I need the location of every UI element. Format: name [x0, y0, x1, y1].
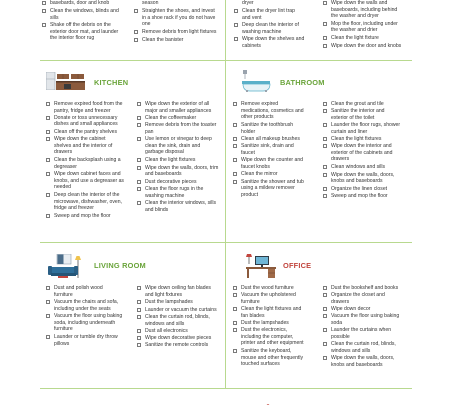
checklist-item: in a shoe rack if you do not have: [142, 14, 216, 21]
checklist-item: Wipe down cabinet faces and: [54, 171, 121, 177]
checkbox[interactable]: [323, 44, 327, 48]
checkbox[interactable]: [233, 158, 237, 162]
checklist-item: Remove expired: [241, 101, 279, 107]
checklist-item: medications, cosmetics and: [241, 107, 304, 114]
checkbox[interactable]: [233, 137, 237, 141]
checklist-item: soda: [331, 319, 343, 326]
checkbox[interactable]: [323, 137, 327, 141]
checklist-item: including under the seats: [54, 305, 111, 312]
checkbox[interactable]: [137, 180, 141, 184]
checklist-item: Vacuum the chairs and sofa,: [54, 299, 119, 305]
checkbox[interactable]: [233, 180, 237, 184]
checklist-item: Wipe down the counter and: [241, 157, 304, 163]
checklist-item: possible: [331, 333, 350, 340]
checklist-item: baseboards, including behind: [331, 6, 398, 13]
checklist-item: knobs, and use a degreaser as: [54, 177, 124, 184]
checklist-item: Vacuum the floor using baking: [54, 313, 123, 319]
checklist-item: Clean the coffeemaker: [145, 114, 197, 121]
checklist-item: Dust the lampshades: [145, 299, 193, 305]
checklist-item: furniture: [241, 298, 260, 305]
checkbox[interactable]: [323, 165, 327, 169]
checkbox[interactable]: [323, 356, 327, 360]
checklist-item: basebards, door and knob: [50, 0, 110, 6]
checklist-item: Launder or vacuum the curtains: [145, 306, 217, 313]
checklist-item: mouse and other frequently: [241, 354, 304, 361]
checklist-item: soda, including underneath: [54, 319, 116, 326]
checklist-item: Wipe down the walls, doors,: [331, 171, 395, 178]
checklist-item: washing machine: [145, 192, 185, 199]
checklist-item: Organize the linen closet: [331, 186, 388, 192]
checkbox[interactable]: [137, 315, 141, 319]
checklist-item: and blinds: [145, 206, 169, 213]
checkbox[interactable]: [137, 187, 141, 191]
checklist-item: Remove debris from the toaster: [145, 122, 217, 128]
checkbox[interactable]: [233, 144, 237, 148]
checklist-item: Deep clean the interior of the: [54, 192, 120, 198]
checklist-item: Clean all makeup brushes: [241, 136, 300, 142]
checkbox[interactable]: [134, 38, 138, 42]
checklist-item: major and smaller appliances: [145, 107, 212, 114]
checklist-item: Vacuum the floor using baking: [331, 313, 400, 319]
checklist-item: clean the sink, drain and: [145, 142, 201, 149]
kitchen-title: KITCHEN: [94, 78, 129, 87]
checklist-item: Dust all electronics: [145, 328, 188, 334]
checkbox[interactable]: [323, 307, 327, 311]
checklist-item: drawers: [54, 149, 73, 155]
checklist-item: faucet knobs: [241, 163, 270, 170]
checklist-item: Sanitize the interior and: [331, 108, 385, 114]
checklist-item: Clean windows and sills: [331, 164, 386, 170]
checklist-item: the washer and dryer: [331, 13, 379, 19]
checklist-item: Clean the light fixtures: [145, 157, 196, 163]
checkbox[interactable]: [233, 328, 237, 332]
checkbox[interactable]: [137, 300, 141, 304]
checklist-item: shelves and the interior of: [54, 142, 113, 149]
checkbox[interactable]: [233, 286, 237, 290]
checklist-item: Dust decorative pieces: [145, 178, 197, 185]
checklist-item: dryer: [242, 0, 254, 6]
checkbox[interactable]: [137, 123, 141, 127]
checkbox[interactable]: [134, 9, 138, 13]
checklist-item: Launder the curtains when: [331, 327, 392, 333]
divider-3: [40, 388, 412, 389]
checkbox[interactable]: [137, 166, 141, 170]
checkbox[interactable]: [46, 137, 50, 141]
checkbox[interactable]: [46, 286, 50, 290]
checkbox[interactable]: [46, 314, 50, 318]
checkbox[interactable]: [323, 1, 327, 5]
checklist-item: other products: [241, 114, 274, 120]
checklist-item: sills: [50, 14, 59, 21]
bathroom-title: BATHROOM: [280, 78, 325, 87]
checklist-item: pantry, fridge and freezer: [54, 107, 111, 114]
checklist-item: Clean the interior windows, sills: [145, 200, 217, 206]
checkbox[interactable]: [323, 314, 327, 318]
checkbox[interactable]: [323, 36, 327, 40]
checklist-item: Dust the electronics,: [241, 327, 288, 333]
checkbox[interactable]: [46, 158, 50, 162]
checkbox[interactable]: [46, 102, 50, 106]
checkbox[interactable]: [233, 321, 237, 325]
checklist-item: the washer and drier: [331, 27, 378, 33]
checkbox[interactable]: [46, 193, 50, 197]
checkbox[interactable]: [233, 349, 237, 353]
checklist-item: Clean the floor rugs in the: [145, 186, 204, 192]
checklist-item: Organize the closet and: [331, 292, 385, 298]
checklist-item: pan: [145, 128, 154, 135]
checklist-item: season: [142, 0, 159, 6]
checkbox[interactable]: [233, 307, 237, 311]
checklist-item: fan blades: [241, 312, 265, 319]
checklist-item: faucet: [241, 149, 255, 156]
checkbox[interactable]: [323, 342, 327, 346]
office-icon: [246, 254, 276, 278]
checkbox[interactable]: [323, 22, 327, 26]
checklist-item: Sanitize the keyboard,: [241, 348, 292, 354]
checkbox[interactable]: [137, 102, 141, 106]
living-room-icon: [48, 254, 84, 278]
checkbox[interactable]: [233, 293, 237, 297]
checklist-item: Wipe down the walls, doors, trim: [145, 164, 219, 171]
checklist-item: windows and sills: [145, 320, 185, 327]
checklist-item: microwave, dishwasher, oven,: [54, 198, 122, 205]
lower-vertical-divider: [225, 242, 226, 388]
checklist-item: Dust the bookshelf and books: [331, 285, 399, 291]
checkbox[interactable]: [323, 173, 327, 177]
checklist-item: curtain and liner: [331, 128, 368, 135]
checkbox[interactable]: [323, 293, 327, 297]
checkbox[interactable]: [134, 30, 138, 34]
checklist-item: Dust the lampshades: [241, 320, 289, 326]
checklist-item: Wipe down the interior and: [331, 143, 392, 149]
checklist-item: exterior of the cabinets and: [331, 149, 393, 156]
checklist-item: Sanitize the remote controls: [145, 342, 209, 348]
checkbox[interactable]: [323, 328, 327, 332]
checklist-item: Wipe down the walls, doors,: [331, 355, 395, 361]
checklist-item: Wipe down the door and knobs: [331, 42, 402, 49]
checkbox[interactable]: [234, 37, 238, 41]
checkbox[interactable]: [46, 300, 50, 304]
checkbox[interactable]: [323, 286, 327, 290]
checkbox[interactable]: [137, 343, 141, 347]
checkbox[interactable]: [46, 335, 50, 339]
checkbox[interactable]: [323, 194, 327, 198]
checklist-item: furniture: [54, 326, 73, 332]
checklist-item: dishes and small appliances: [54, 121, 118, 127]
checkbox[interactable]: [233, 102, 237, 106]
checkbox[interactable]: [46, 172, 50, 176]
checklist-item: Wipe down decor: [331, 306, 371, 312]
checkbox[interactable]: [323, 102, 327, 106]
checklist-item: Wipe down the cabinet: [54, 136, 106, 142]
checkbox[interactable]: [137, 286, 141, 290]
checklist-item: Wipe down the exterior of all: [145, 101, 210, 107]
checklist-item: exterior door mat, and launder: [50, 28, 119, 35]
checklist-item: using a mildew remover: [241, 185, 295, 191]
checkbox[interactable]: [46, 214, 50, 218]
checklist-item: Clean the curtain rod, blinds,: [145, 314, 210, 320]
checklist-item: Launder or tumble dry throw: [54, 334, 118, 340]
checklist-item: and baseboards: [145, 171, 182, 177]
next-section-icon-right: [258, 398, 278, 405]
checklist-item: Sanitize sink, drain and: [241, 143, 294, 149]
checklist-item: knobs and baseboards: [331, 178, 383, 184]
checklist-item: Launder the floor rugs, shower: [331, 122, 401, 128]
checklist-item: Wipe down the shelves and: [242, 36, 305, 42]
checklist-item: Shake off the debris on the: [50, 22, 111, 28]
checklist-item: Dust and polish wood: [54, 285, 103, 291]
checklist-item: garbage disposal: [145, 149, 184, 155]
checkbox[interactable]: [42, 23, 46, 27]
middle-vertical-divider: [225, 60, 226, 242]
checklist-item: Clean the grout and tile: [331, 101, 384, 107]
checkbox[interactable]: [46, 116, 50, 120]
checkbox[interactable]: [46, 130, 50, 134]
next-section-icon-left: [58, 398, 78, 405]
checkbox[interactable]: [137, 329, 141, 333]
bathroom-icon: [242, 70, 272, 92]
checklist-item: Mop the floor, including under: [331, 20, 398, 27]
checklist-item: Dust the wood furniture: [241, 285, 294, 291]
checklist-item: Sweep and mop the floor: [331, 193, 388, 199]
checklist-item: Clean the banister: [142, 37, 184, 43]
checkbox[interactable]: [137, 336, 141, 340]
checklist-item: Wipe down decorative pieces: [145, 335, 212, 341]
checkbox[interactable]: [323, 123, 327, 127]
checkbox[interactable]: [42, 9, 46, 13]
checklist-item: the interior floor rug: [50, 35, 95, 41]
checklist-item: pillows: [54, 340, 70, 347]
checkbox[interactable]: [234, 23, 238, 27]
checklist-item: Remove expired food from the: [54, 101, 123, 107]
checkbox[interactable]: [323, 109, 327, 113]
checklist-item: drawers: [331, 298, 350, 305]
checkbox[interactable]: [323, 187, 327, 191]
checklist-item: knobs and baseboards: [331, 361, 383, 368]
checklist-item: needed: [54, 184, 71, 190]
divider-1: [40, 60, 412, 61]
checklist-item: Deep clean the interior of: [242, 22, 299, 28]
checklist-item: cabinets: [242, 42, 261, 49]
checklist-item: including the computer,: [241, 333, 294, 340]
checklist-item: and vent: [242, 14, 262, 21]
checklist-item: Clean the backsplash using a: [54, 157, 121, 163]
checkbox[interactable]: [137, 201, 141, 205]
checklist-item: Vacuum the upholstered: [241, 292, 296, 298]
top-vertical-divider: [225, 0, 226, 60]
checklist-item: and light fixtures: [145, 291, 183, 298]
checklist-item: drawers: [331, 156, 350, 162]
checkbox[interactable]: [137, 308, 141, 312]
checklist-item: Sweep and mop the floor: [54, 213, 111, 219]
checklist-item: Wipe down ceiling fan blades: [145, 285, 211, 291]
checklist-item: washing machine: [242, 28, 282, 35]
checklist-item: Clean the dryer lint trap: [242, 8, 295, 14]
checkbox[interactable]: [137, 116, 141, 120]
checkbox[interactable]: [137, 137, 141, 141]
checkbox[interactable]: [137, 158, 141, 162]
checklist-item: Clean the light fixtures and: [241, 306, 302, 312]
checklist-item: Use lemon or vinegar to deep: [145, 136, 212, 142]
checkbox[interactable]: [323, 144, 327, 148]
checkbox[interactable]: [233, 123, 237, 127]
checklist-item: one: [142, 21, 151, 27]
checklist-item: Donate or toss unnecessary: [54, 114, 118, 121]
checklist-item: Clean the light fixtures: [331, 136, 382, 142]
kitchen-icon: [46, 72, 86, 90]
checklist-item: Sanitize the shower and tub: [241, 178, 304, 185]
checkbox[interactable]: [233, 172, 237, 176]
checklist-item: touched surfaces: [241, 361, 280, 367]
checklist-item: holder: [241, 128, 256, 135]
checklist-item: Straighten the shoes, and invest: [142, 8, 215, 14]
checkbox[interactable]: [234, 9, 238, 13]
checklist-item: Sanitize the toothbrush: [241, 122, 294, 128]
living-room-title: LIVING ROOM: [94, 261, 146, 270]
divider-2: [40, 242, 412, 243]
checklist-item: furniture: [54, 291, 73, 298]
checklist-item: printer and other equipment: [241, 340, 304, 346]
checklist-item: windows and sills: [331, 347, 371, 354]
checklist-item: Remove debris from light fixtures: [142, 29, 217, 35]
checkbox[interactable]: [42, 1, 46, 5]
checklist-item: degreaser: [54, 163, 77, 170]
checklist-item: Clean the windows, blinds and: [50, 8, 119, 14]
checklist-item: Clean the mirror: [241, 171, 278, 177]
checklist-item: fridge and freezer: [54, 205, 94, 211]
checklist-item: exterior of the toilet: [331, 114, 375, 121]
office-title: OFFICE: [283, 261, 312, 270]
checklist-item: Wipe down the walls and: [331, 0, 388, 6]
checklist-item: Clean off the pantry shelves: [54, 128, 118, 135]
checklist-item: Clean the curtain rod, blinds,: [331, 341, 396, 347]
checklist-item: product: [241, 191, 258, 198]
checklist-item: Clean the light fixture: [331, 35, 379, 41]
